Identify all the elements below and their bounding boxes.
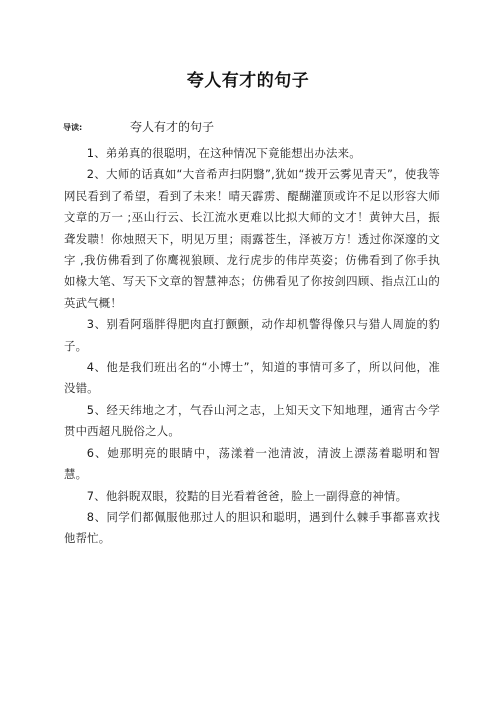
paragraph-3: 3、别看阿瑙胖得肥肉直打颤颤，动作却机警得像只与猎人周旋的豹子。 [64,317,440,353]
document-body [64,143,440,550]
paragraph-1: 1、弟弟真的很聪明，在这种情况下竟能想出办法来。 [86,146,361,160]
paragraph-4: 4、他是我们班出名的“小博士”，知道的事情可多了，所以问他，准没错。 [64,360,440,396]
paragraph-8: 8、同学们都佩服他那过人的胆识和聪明，遇到什么棘手事都喜欢找他帮忙。 [64,509,440,546]
document-title: 夸人有才的句子 [186,71,310,91]
paragraph-6: 6、她那明亮的眼睛中，荡漾着一池清波，清波上漂荡着聪明和智慧。 [64,445,440,482]
guide-text: 夸人有才的句子 [130,120,215,134]
guide-label: 导读: [63,123,83,132]
paragraph-5: 5、经天纬地之才，气吞山河之志，上知天文下知地理，通宵古今学贯中西超凡脱俗之人。 [64,402,440,439]
paragraph-7: 7、他斜睨双眼，狡黠的目光看着爸爸，脸上一副得意的神情。 [86,488,408,503]
paragraph-2: 2、大师的话真如“大音希声扫阴翳”,犹如“拨开云雾见青天”，使我等网民看到了希望，看到了未来！晴天霹雳、醍醐灌顶或许不足以形容大师文章的万一 ;巫山行云、长江流水更难以比拟大师的文才！黄钟大吕，振聋发聩！你烛照天下，明见万里；雨露苍生，泽被万方！透过你深邃的文字 ,我仿佛看到了你鹰视狼顾、龙行虎步的伟岸英姿；仿佛看到了你手执如椽大笔、写天下文章的智慧神态；仿佛看见了你按剑四顾、指点江山的英武气概！ [64,167,440,310]
